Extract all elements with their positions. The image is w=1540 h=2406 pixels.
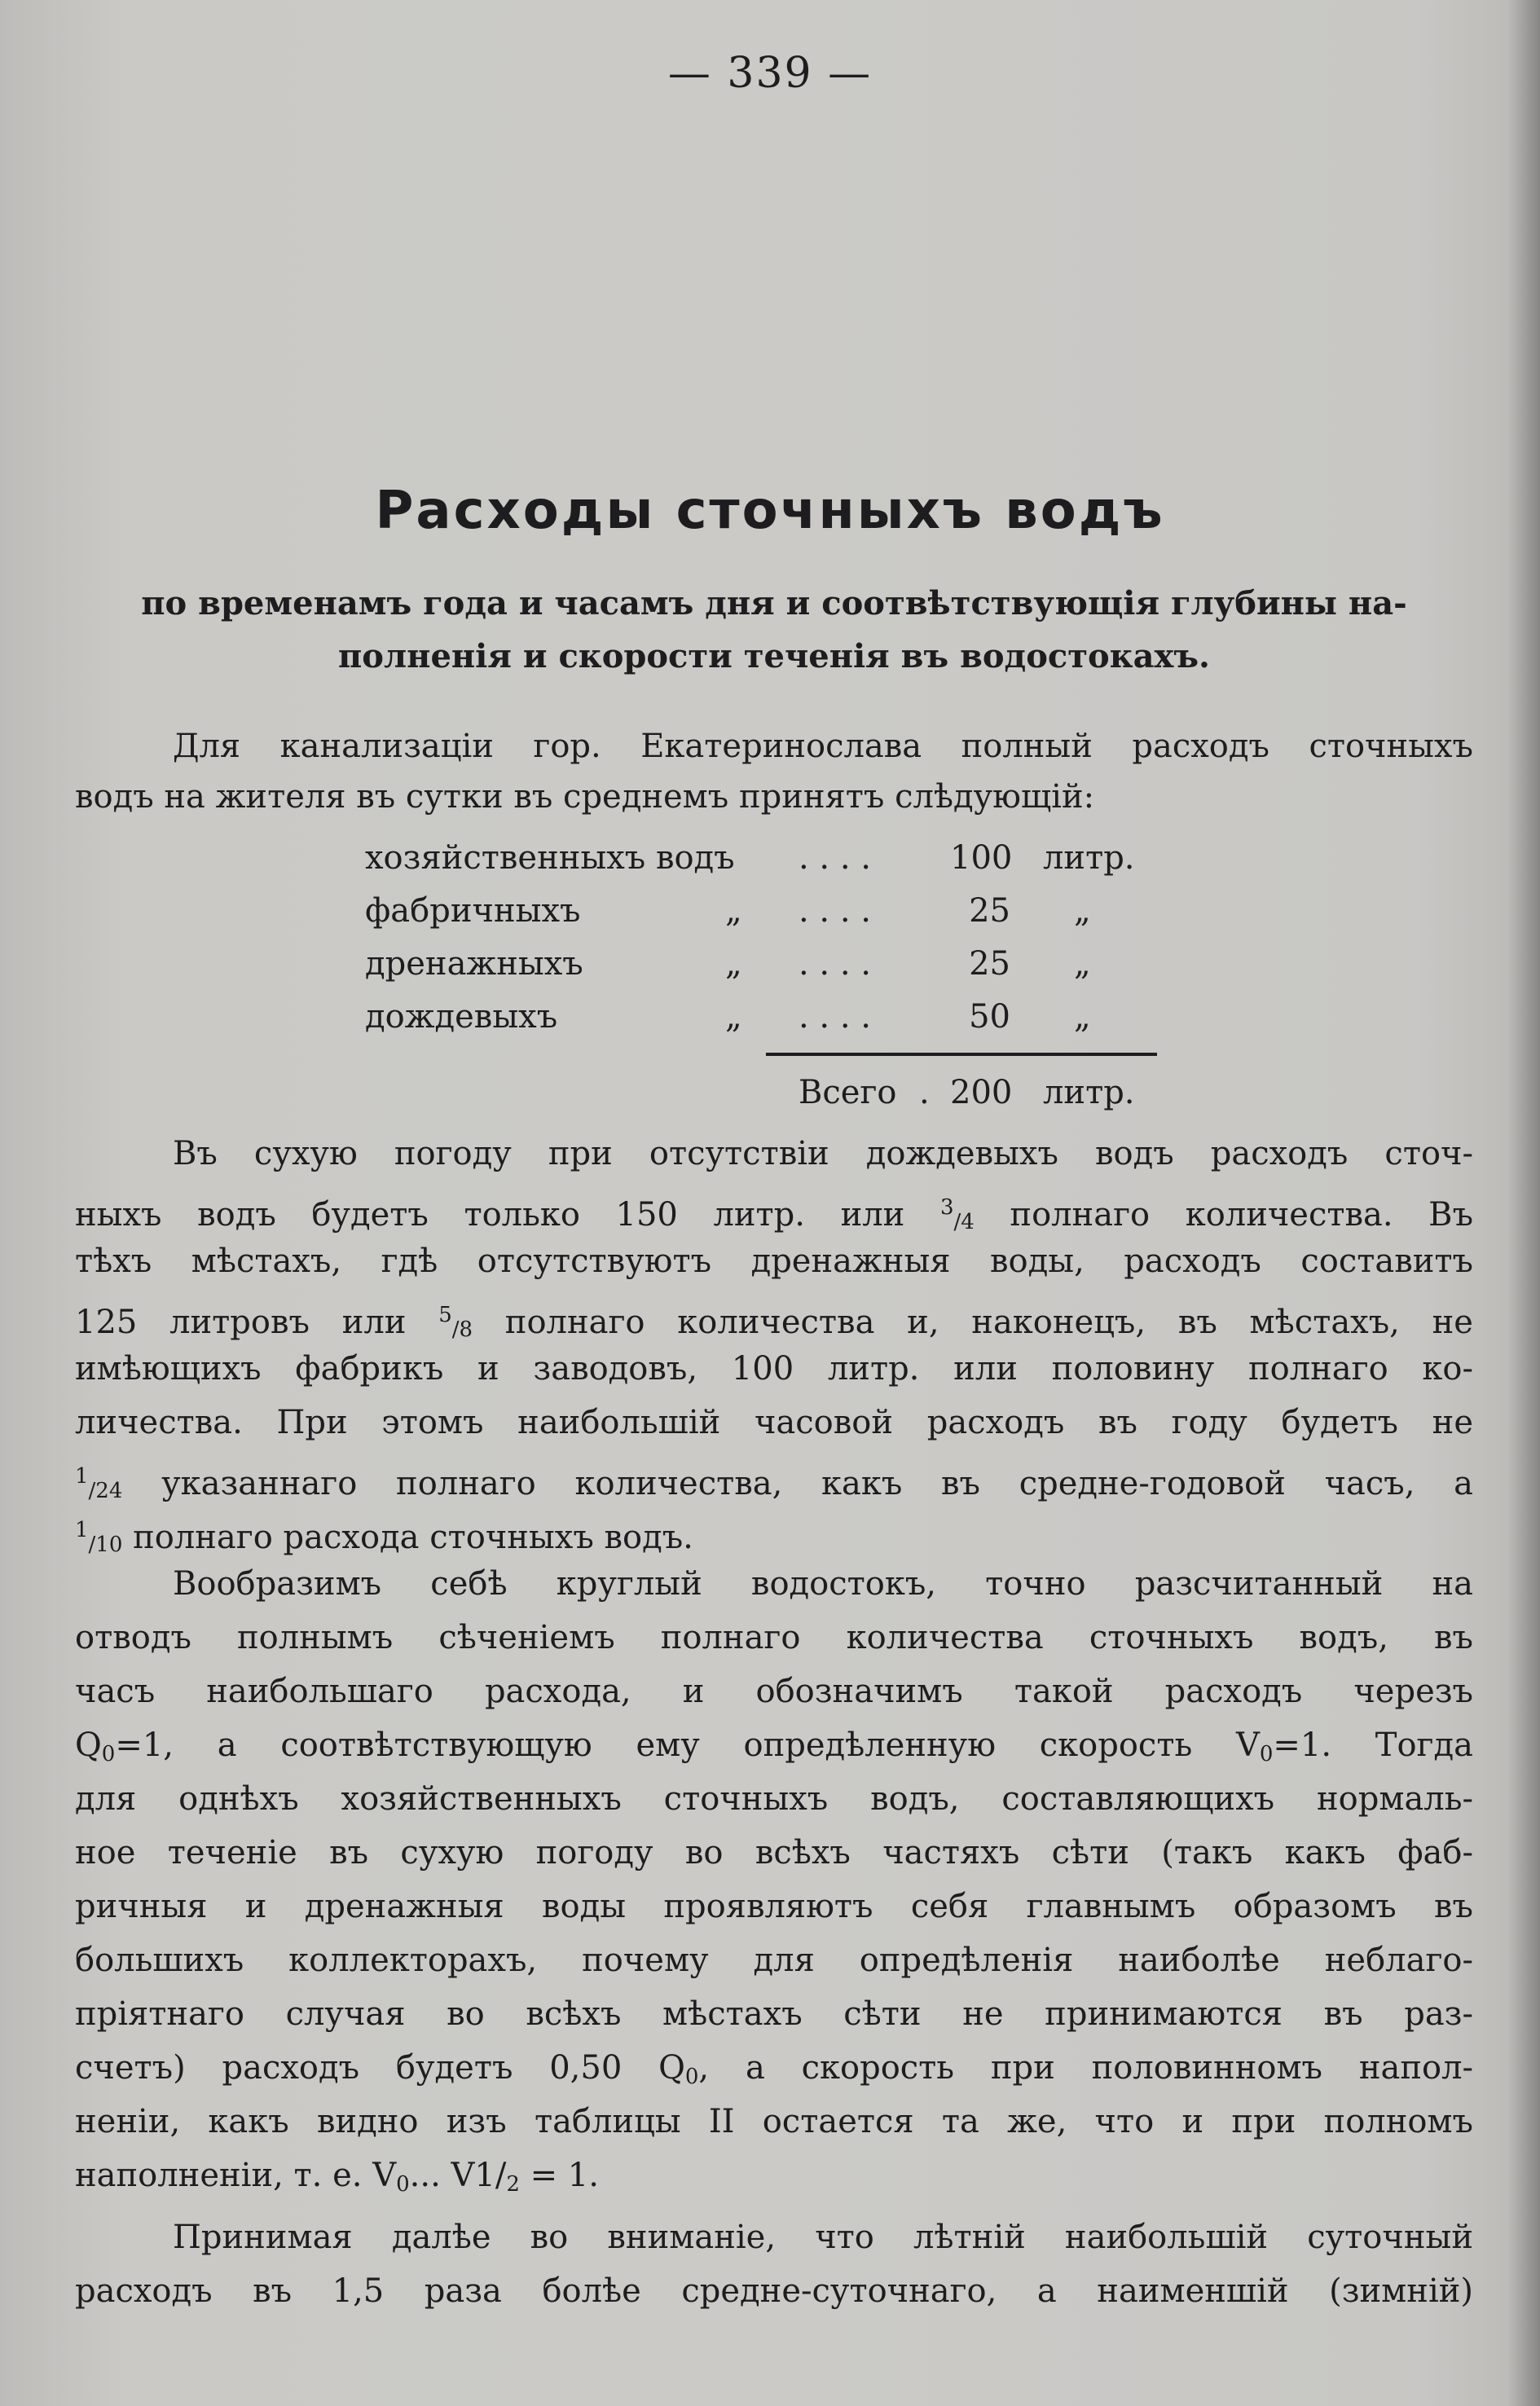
- total-value: 200: [950, 1074, 1013, 1111]
- para3-line: расходъ въ 1,5 раза болѣе средне-суточнаго, а наименшій (зимній): [75, 2272, 1473, 2310]
- para1-line: ныхъ водъ будетъ только 150 литр. или $^3$/4 полнаго количества. Въ: [75, 1195, 1474, 1234]
- fraction-five-eighths: $^5$/8: [438, 1303, 473, 1342]
- intro-line-2: водъ на жителя въ сутки въ среднемъ принятъ слѣдующій:: [75, 778, 1095, 816]
- section-subtitle-line-1: по временамъ года и часамъ дня и соотвѣтствующія глубины на-: [141, 584, 1407, 622]
- intro-line-1: Для канализаціи гор. Екатеринослава полный расходъ сточныхъ: [173, 728, 1473, 765]
- total-unit: литр.: [1043, 1074, 1135, 1111]
- para3-line: Принимая далѣе во вниманіе, что лѣтній наибольшій суточный: [173, 2219, 1473, 2256]
- fraction-three-quarters: $^3$/4: [939, 1195, 975, 1234]
- para2-line: наполненіи, т. е. $V_0$... $V1/_2 = 1$.: [75, 2157, 599, 2197]
- total-dots: .: [919, 1074, 930, 1111]
- para2-line: счетъ) расходъ будетъ 0,50 $Q_0$, а скорость при половинномъ напол-: [75, 2049, 1473, 2089]
- list-item-dots: . . . .: [799, 998, 872, 1036]
- section-subtitle-line-2: полненія и скорости теченія въ водостокахъ.: [338, 637, 1210, 675]
- para1-line: имѣющихъ фабрикъ и заводовъ, 100 литр. или половину полнаго ко-: [75, 1350, 1473, 1388]
- list-item-dots: . . . .: [799, 892, 872, 930]
- list-item-name: дождевыхъ: [365, 998, 558, 1036]
- para2-line: для однѣхъ хозяйственныхъ сточныхъ водъ, составляющихъ нормаль-: [75, 1780, 1473, 1818]
- list-item-ditto: „: [725, 945, 742, 983]
- para2-line: ное теченіе въ сухую погоду во всѣхъ частяхъ сѣти (такъ какъ фаб-: [75, 1834, 1473, 1872]
- list-item-name: фабричныхъ: [365, 892, 581, 930]
- list-item-name: дренажныхъ: [365, 945, 583, 983]
- list-item-unit: „: [1074, 998, 1091, 1036]
- para2-line: неніи, какъ видно изъ таблицы II остается та же, что и при полномъ: [75, 2103, 1473, 2140]
- page-number: — 339 —: [667, 49, 873, 98]
- sum-rule: [766, 1053, 1157, 1056]
- para1-line: $^1$/10 полнаго расхода сточныхъ водъ.: [75, 1518, 693, 1557]
- fraction-one-10: $^1$/10: [75, 1518, 123, 1557]
- list-item-ditto: „: [725, 998, 742, 1036]
- para1-line: Въ сухую погоду при отсутствіи дождевыхъ водъ расходъ сточ-: [173, 1135, 1473, 1172]
- section-title: Расходы сточныхъ водъ: [375, 481, 1165, 541]
- list-item-name: хозяйственныхъ водъ: [365, 839, 735, 877]
- list-item-value: 25: [969, 945, 1010, 983]
- list-item-unit: „: [1074, 892, 1091, 930]
- para2-line: Вообразимъ себѣ круглый водостокъ, точно разсчитанный на: [173, 1565, 1473, 1603]
- list-item-value: 100: [950, 839, 1013, 877]
- total-label: Всего: [799, 1074, 897, 1111]
- list-item-ditto: „: [725, 892, 742, 930]
- para2-line: $Q_0=1$, а соотвѣтствующую ему опредѣленную скорость $V_0=1$. Тогда: [75, 1726, 1473, 1766]
- fraction-one-24: $^1$/24: [75, 1464, 123, 1503]
- list-item-dots: . . . .: [799, 839, 872, 877]
- para2-line: часъ наибольшаго расхода, и обозначимъ такой расходъ черезъ: [75, 1673, 1473, 1710]
- para2-line: пріятнаго случая во всѣхъ мѣстахъ сѣти не принимаются въ раз-: [75, 1995, 1473, 2033]
- list-item-value: 25: [969, 892, 1010, 930]
- list-item-value: 50: [969, 998, 1010, 1036]
- list-item-unit: „: [1074, 945, 1091, 983]
- para1-line: личества. При этомъ наибольшій часовой расходъ въ году будетъ не: [75, 1404, 1473, 1441]
- list-item-unit: литр.: [1043, 839, 1135, 877]
- para2-line: ричныя и дренажныя воды проявляютъ себя главнымъ образомъ въ: [75, 1888, 1473, 1925]
- para1-line: 125 литровъ или $^5$/8 полнаго количества и, наконецъ, въ мѣстахъ, не: [75, 1303, 1473, 1342]
- list-item-dots: . . . .: [799, 945, 872, 983]
- para1-line: тѣхъ мѣстахъ, гдѣ отсутствуютъ дренажныя воды, расходъ составитъ: [75, 1243, 1473, 1280]
- page-edge-shadow: [1507, 0, 1540, 2406]
- para2-line: большихъ коллекторахъ, почему для опредѣленія наиболѣе неблаго-: [75, 1942, 1473, 1979]
- para1-line: $^1$/24 указаннаго полнаго количества, какъ въ средне-годовой часъ, а: [75, 1464, 1473, 1503]
- para2-line: отводъ полнымъ сѣченіемъ полнаго количества сточныхъ водъ, въ: [75, 1619, 1473, 1656]
